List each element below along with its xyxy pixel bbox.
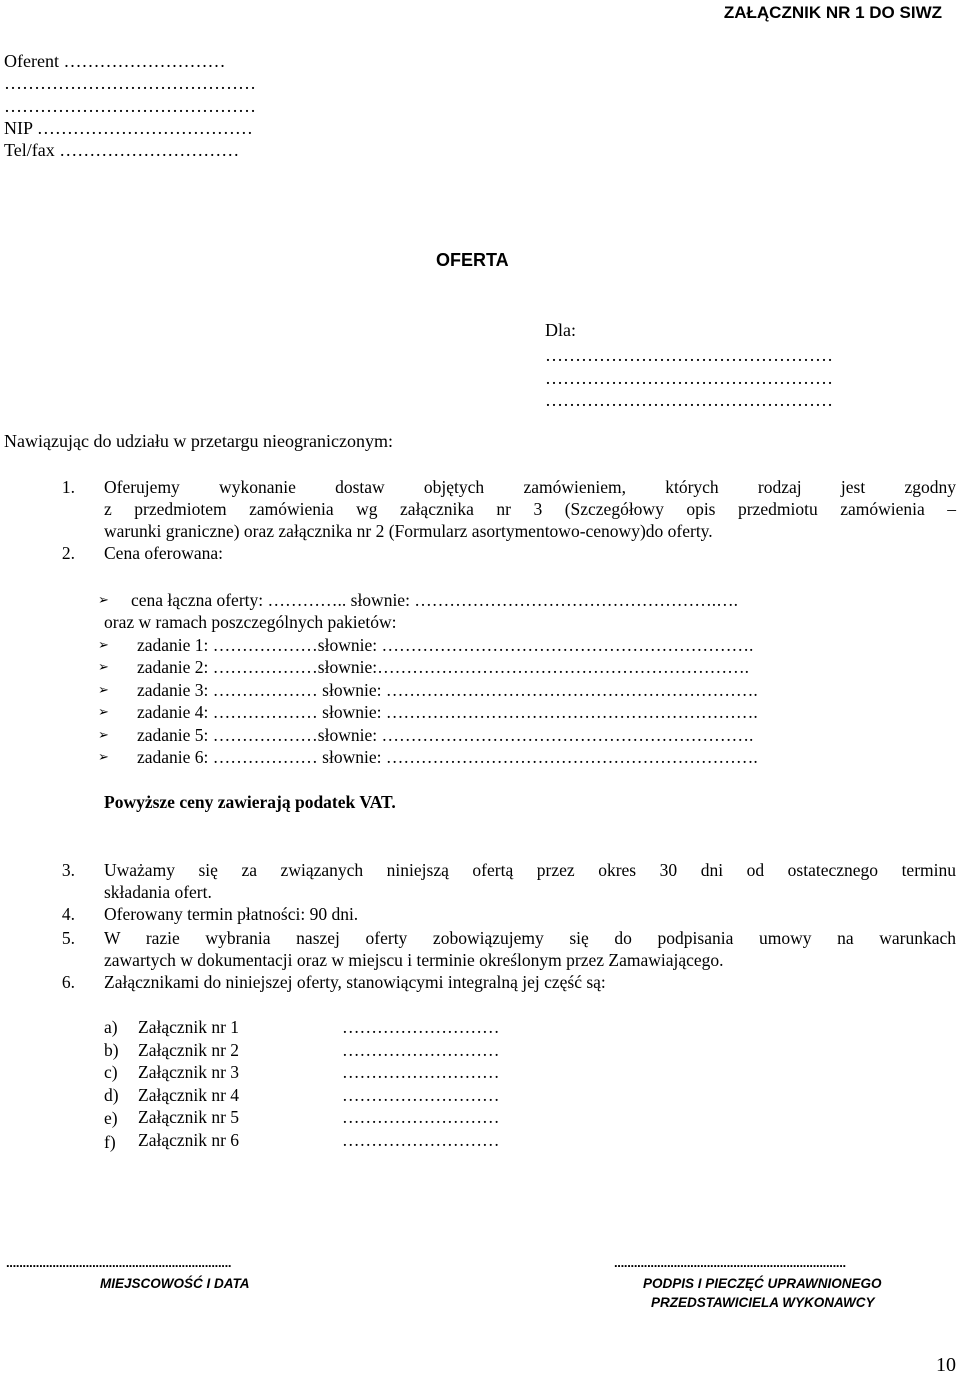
attachment-dots: ……………………… bbox=[342, 1062, 500, 1082]
recipient-label: Dla: bbox=[545, 320, 576, 340]
point-4-text: Oferowany termin płatności: 90 dni. bbox=[104, 904, 359, 924]
arrow-bullet-icon: ➢ bbox=[98, 728, 109, 743]
attachment-label: Załącznik nr 3 bbox=[138, 1062, 240, 1082]
attachment-letter: f) bbox=[104, 1132, 116, 1152]
attachment-letter: b) bbox=[104, 1040, 119, 1060]
recipient-line-1: ………………………………………… bbox=[545, 345, 833, 365]
task-line: zadanie 6: ……………… słownie: ………………………………………………………. bbox=[137, 747, 758, 767]
point-3-line-2: składania ofert. bbox=[104, 882, 212, 902]
arrow-bullet-icon: ➢ bbox=[98, 660, 109, 675]
point-3-number: 3. bbox=[61, 860, 75, 880]
attachment-label: Załącznik nr 4 bbox=[138, 1085, 240, 1105]
point-1-line-2: z przedmiotem zamówienia wg załącznika nr 3 (Szczegółowy opis przedmiotu zamówienia – bbox=[104, 499, 956, 519]
attachment-label: Załącznik nr 5 bbox=[138, 1107, 240, 1127]
attachment-dots: ……………………… bbox=[342, 1017, 500, 1037]
point-6-text: Załącznikami do niniejszej oferty, stanowiącymi integralną jej część są: bbox=[104, 972, 606, 992]
page-number: 10 bbox=[936, 1354, 956, 1376]
attachment-dots: ……………………… bbox=[342, 1040, 500, 1060]
arrow-bullet-icon: ➢ bbox=[98, 593, 109, 608]
attachment-label: Załącznik nr 2 bbox=[138, 1040, 240, 1060]
task-line: zadanie 3: ……………… słownie: ………………………………………………………. bbox=[137, 680, 758, 700]
place-date-caption: MIEJSCOWOŚĆ I DATA bbox=[100, 1276, 250, 1291]
point-5-line-1: W razie wybrania naszej oferty zobowiązujemy się do podpisania umowy na warunkach bbox=[104, 928, 956, 948]
arrow-bullet-icon: ➢ bbox=[98, 638, 109, 653]
total-price-line: cena łączna oferty: ………….. słownie: …………………………………………….…. bbox=[131, 590, 739, 610]
point-1-line-1: Oferujemy wykonanie dostaw objętych zamówieniem, których rodzaj jest zgodny bbox=[104, 477, 956, 497]
offeror-address-line-2: …………………………………… bbox=[4, 96, 256, 116]
arrow-bullet-icon: ➢ bbox=[98, 750, 109, 765]
signature-caption-line-1: PODPIS I PIECZĘĆ UPRAWNIONEGO bbox=[643, 1276, 882, 1291]
signature-caption-line-2: PRZEDSTAWICIELA WYKONAWCY bbox=[651, 1295, 875, 1310]
intro-text: Nawiązując do udziału w przetargu nieograniczonym: bbox=[4, 431, 394, 451]
task-line: zadanie 2: ………………słownie:………………………………………………………. bbox=[137, 657, 749, 677]
recipient-line-3: ………………………………………… bbox=[545, 390, 833, 410]
offeror-name-line: Oferent ……………………… bbox=[4, 51, 226, 71]
arrow-bullet-icon: ➢ bbox=[98, 683, 109, 698]
attachment-letter: c) bbox=[104, 1062, 118, 1082]
offeror-telfax-line: Tel/fax ………………………… bbox=[4, 140, 240, 160]
point-6-number: 6. bbox=[61, 972, 75, 992]
attachment-letter: a) bbox=[104, 1017, 118, 1037]
task-line: zadanie 5: ………………słownie: ………………………………………………………. bbox=[137, 725, 754, 745]
recipient-line-2: ………………………………………… bbox=[545, 368, 833, 388]
vat-note: Powyższe ceny zawierają podatek VAT. bbox=[104, 792, 396, 812]
point-5-line-2: zawartych w dokumentacji oraz w miejscu i terminie określonym przez Zamawiającego. bbox=[104, 950, 724, 970]
attachment-title: ZAŁĄCZNIK NR 1 DO SIWZ bbox=[723, 3, 942, 22]
point-5-number: 5. bbox=[61, 928, 75, 948]
task-line: zadanie 4: ……………… słownie: ………………………………………………………. bbox=[137, 702, 758, 722]
point-4-number: 4. bbox=[61, 904, 75, 924]
attachment-dots: ……………………… bbox=[342, 1130, 500, 1150]
point-2-number: 2. bbox=[61, 543, 75, 563]
packages-intro: oraz w ramach poszczególnych pakietów: bbox=[104, 612, 397, 632]
offeror-address-line-1: …………………………………… bbox=[4, 73, 256, 93]
attachment-dots: ……………………… bbox=[342, 1107, 500, 1127]
attachment-letter: e) bbox=[104, 1108, 118, 1128]
point-3-line-1: Uważamy się za związanych niniejszą ofertą przez okres 30 dni od ostatecznego terminu bbox=[104, 860, 956, 880]
signature-line-left: .................................................................... bbox=[6, 1255, 232, 1270]
point-1-number: 1. bbox=[61, 477, 75, 497]
attachment-dots: ……………………… bbox=[342, 1085, 500, 1105]
document-title: OFERTA bbox=[436, 250, 509, 270]
signature-line-right: ...................................................................... bbox=[614, 1255, 846, 1270]
point-1-line-3: warunki graniczne) oraz załącznika nr 2 (Formularz asortymentowo-cenowy)do oferty. bbox=[104, 521, 713, 541]
attachment-letter: d) bbox=[104, 1085, 119, 1105]
attachment-label: Załącznik nr 6 bbox=[138, 1130, 240, 1150]
attachment-label: Załącznik nr 1 bbox=[138, 1017, 240, 1037]
task-line: zadanie 1: ………………słownie: ………………………………………………………. bbox=[137, 635, 754, 655]
offeror-nip-line: NIP ……………………………… bbox=[4, 118, 253, 138]
arrow-bullet-icon: ➢ bbox=[98, 705, 109, 720]
point-2-text: Cena oferowana: bbox=[104, 543, 224, 563]
